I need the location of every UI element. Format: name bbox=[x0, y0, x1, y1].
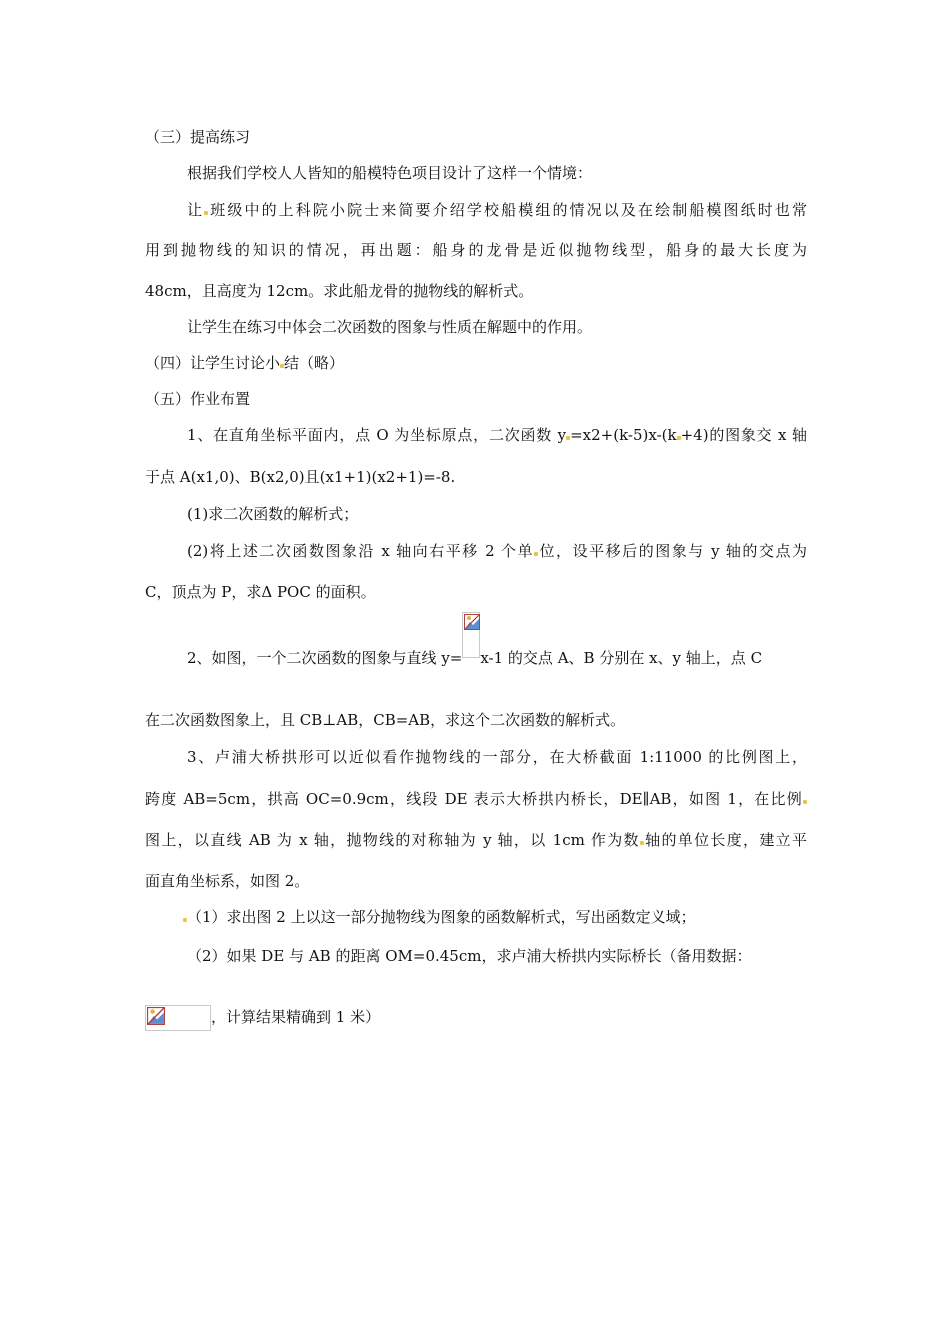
text-run: （1）求出图 2 上以这一部分抛物线为图象的函数解析式，写出函数定义域； bbox=[187, 908, 696, 926]
question-3-sub-2: （2）如果 DE 与 AB 的距离 OM=0.45cm，求卢浦大桥拱内实际桥长（备用数据： bbox=[187, 947, 752, 965]
edit-mark bbox=[803, 800, 807, 804]
question-3-line-1: 3、卢浦大桥拱形可以近似看作抛物线的一部分，在大桥截面 1:11000 的比例图上， bbox=[187, 748, 807, 766]
text-run: 轴的单位长度，建立平 bbox=[643, 831, 807, 849]
section-3-heading: （三）提高练习 bbox=[145, 128, 251, 146]
section-3-paragraph-2-line-3: 48cm，且高度为 12cm。求此船龙骨的抛物线的解析式。 bbox=[145, 282, 534, 300]
section-3-paragraph-2-line-2: 用到抛物线的知识的情况，再出题：船身的龙骨是近似抛物线型，船身的最大长度为 bbox=[145, 241, 807, 259]
text-run: 让 bbox=[187, 201, 205, 219]
section-3-paragraph-2-line-1 bbox=[187, 200, 807, 220]
text-run: ，计算结果精确到 1 米） bbox=[211, 1008, 381, 1026]
text-run: +4)的图象交 x 轴 bbox=[680, 426, 808, 444]
question-1-line-1 bbox=[187, 425, 807, 445]
text-run: 位，设平移后的图象与 y 轴的交点为 bbox=[537, 542, 808, 560]
text-run: （四）让学生讨论小 bbox=[145, 354, 281, 372]
text-run: 班级中的上科院小院士来简要介绍学校船模组的情况以及在绘制船模图纸时也常 bbox=[208, 201, 807, 219]
question-3-line-2 bbox=[145, 789, 807, 809]
question-3-line-4: 面直角坐标系，如图 2。 bbox=[145, 872, 310, 890]
text-run: =x2+(k-5)x-(k bbox=[570, 426, 677, 444]
question-3-sub-1 bbox=[183, 907, 696, 927]
text-run: (2)将上述二次函数图象沿 x 轴向右平移 2 个单 bbox=[187, 542, 534, 560]
text-run: 1、在直角坐标平面内，点 O 为坐标原点，二次函数 y bbox=[187, 426, 567, 444]
question-2-line-2: 在二次函数图象上，且 CB⊥AB，CB=AB，求这个二次函数的解析式。 bbox=[145, 711, 626, 729]
question-1-line-2: 于点 A(x1,0)、B(x2,0)且(x1+1)(x2+1)=-8. bbox=[145, 468, 456, 486]
broken-image-icon bbox=[464, 614, 480, 630]
question-3-sub-2-end bbox=[145, 1005, 380, 1031]
formula-image bbox=[145, 1005, 211, 1031]
text-run: 结（略） bbox=[284, 354, 345, 372]
question-1-sub-1: (1)求二次函数的解析式； bbox=[187, 505, 359, 523]
text-run: x-1 的交点 A、B 分别在 x、y 轴上，点 C bbox=[480, 649, 763, 667]
question-1-sub-2-line-1 bbox=[187, 541, 807, 561]
section-5-heading: （五）作业布置 bbox=[145, 390, 251, 408]
section-3-paragraph-3: 让学生在练习中体会二次函数的图象与性质在解题中的作用。 bbox=[187, 318, 593, 336]
formula-image bbox=[462, 612, 480, 658]
text-run: 跨度 AB=5cm，拱高 OC=0.9cm，线段 DE 表示大桥拱内桥长，DE∥AB，如图 1，在比例 bbox=[145, 790, 803, 808]
question-3-line-3 bbox=[145, 830, 807, 850]
text-run: 2、如图，一个二次函数的图象与直线 y= bbox=[187, 649, 463, 667]
broken-image-icon bbox=[147, 1007, 165, 1025]
question-1-sub-2-line-2: C，顶点为 P，求Δ POC 的面积。 bbox=[145, 583, 376, 601]
question-2-line-1 bbox=[187, 648, 762, 670]
section-3-paragraph-1: 根据我们学校人人皆知的船模特色项目设计了这样一个情境： bbox=[187, 164, 593, 182]
text-run: 图上，以直线 AB 为 x 轴，抛物线的对称轴为 y 轴，以 1cm 作为数 bbox=[145, 831, 640, 849]
section-4-heading bbox=[145, 353, 344, 373]
